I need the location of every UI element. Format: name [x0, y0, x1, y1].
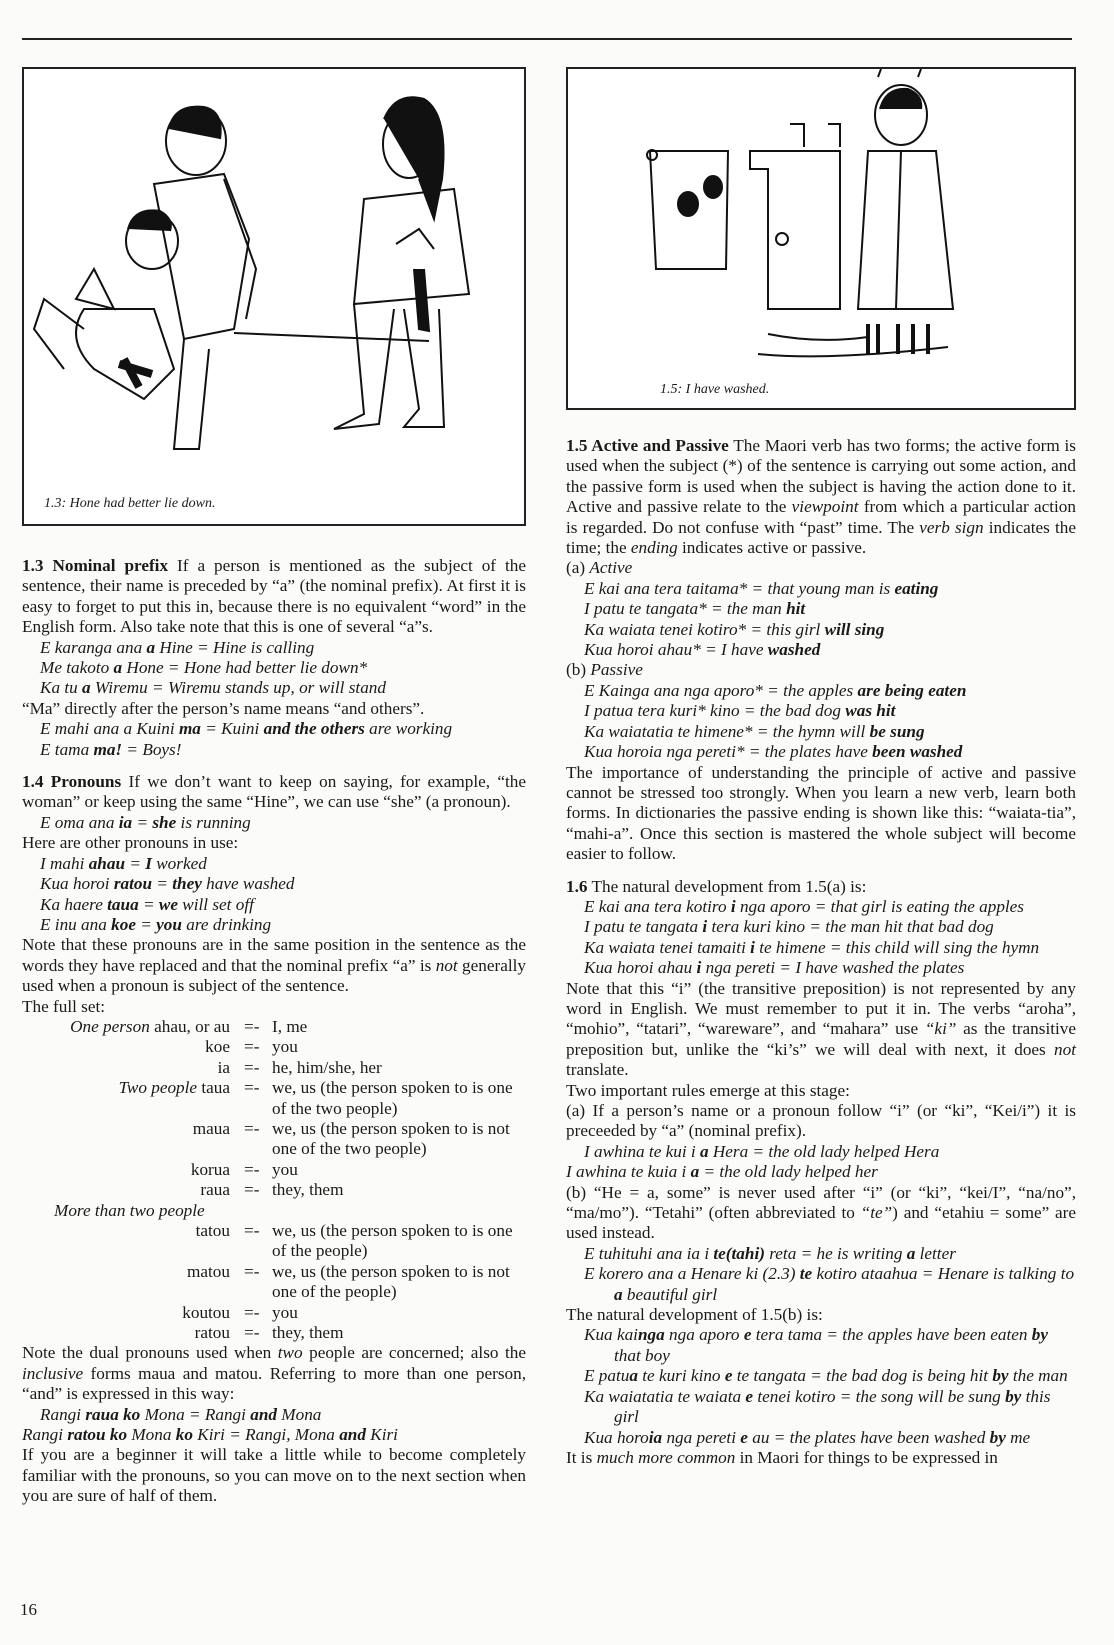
- left-column: [22, 556, 526, 1507]
- pronoun-row: ia =- he, him/she, her: [217, 1057, 382, 1077]
- example-line: I patua tera kuri* kino = the bad dog was hit: [584, 701, 896, 721]
- paragraph: (b) “He = a, some” is never used after “i” (or “ki”, “kei/I”, “na/no”, “ma/mo”). “Tetahi” (often abbreviated to “te”) and “etahiu = some” are used instead.: [566, 1182, 1077, 1243]
- section-1-3-intro: 1.3 Nominal prefix If a person is mentioned as the subject of the sentence, their name is preceded by “a” (the nominal prefix). At first it is easy to forget to put this in, because there is no equivalent “word” in the English form. Also take note that this is one of several “a”s.: [22, 556, 527, 637]
- example-line: Ka tu a Wiremu = Wiremu stands up, or will stand: [40, 678, 386, 698]
- example-line: E inu ana koe = you are drinking: [40, 914, 272, 934]
- figure-1-3: [22, 67, 526, 526]
- right-column: [566, 436, 1076, 1468]
- example-line: E tuhituhi ana ia i te(tahi) reta = he is writing a letter: [584, 1243, 956, 1263]
- example-line: Rangi raua ko Mona = Rangi and Mona: [40, 1404, 322, 1424]
- example-line: E korero ana a Henare ki (2.3) te kotiro ataahua = Henare is talking to a beautiful girl: [584, 1264, 1075, 1304]
- paragraph: Note that this “i” (the transitive preposition) is not represented by any word in English. We must remember to put it in. The verbs “aroha”, “mohio”, “tatari”, “wareware”, and “mahara” use “ki” as the transitive preposition but, unlike the “ki’s” we will deal with next, it does not translate.: [566, 978, 1076, 1080]
- example-line: E patua te kuri kino e te tangata = the bad dog is being hit by the man: [584, 1366, 1068, 1386]
- example-line: Kua horoi ahau i nga pereti = I have washed the plates: [584, 958, 965, 978]
- paragraph: (a) If a person’s name or a pronoun follow “i” (or “ki”, “Kei/i”) it is preceeded by “a” (nominal prefix).: [566, 1101, 1076, 1141]
- example-line: Me takoto a Hone = Hone had better lie down*: [40, 658, 368, 678]
- example-line: Kua kainga nga aporo e tera tama = the apples have been eaten by that boy: [584, 1325, 1048, 1365]
- section-heading: 1.6: [566, 876, 588, 896]
- example-line: I awhina te kuia i a = the old lady helped her: [566, 1162, 878, 1182]
- figure-caption: 1.3: Hone had better lie down.: [44, 496, 216, 511]
- paragraph: The importance of understanding the principle of active and passive cannot be stressed too strongly. When you learn a new verb, learn both forms. In dictionaries the passive ending is shown like this: “waiata-tia”, “mahi-a”. Once this section is mastered the whole subject will become easier to follow.: [566, 762, 1076, 864]
- section-1-5-intro: 1.5 Active and Passive The Maori verb has two forms; the active form is used when the subject (*) of the sentence is carrying out some action, and the passive form is used when the subject is having the action done to it. Active and passive relate to the viewpoint from which a particular action is regarded. Do not confuse with “past” time. The verb sign indicates the time; the ending indicates active or passive.: [566, 436, 1076, 558]
- example-line: Kua horoi ahau* = I have washed: [584, 640, 821, 660]
- example-line: Ka haere taua = we will set off: [40, 894, 254, 914]
- example-line: I patu te tangata* = the man hit: [584, 599, 806, 619]
- pronoun-row: tatou =- we, us (the person spoken to is one of the people): [195, 1221, 513, 1261]
- subheading-passive: (b) Passive: [566, 660, 643, 680]
- paragraph: If you are a beginner it will take a little while to become completely familiar with the pronouns, so you can move on to the next section when you are sure of half of them.: [22, 1445, 526, 1506]
- page-number: 16: [20, 1600, 37, 1619]
- example-line: E tama ma! = Boys!: [40, 739, 182, 759]
- example-line: E mahi ana a Kuini ma = Kuini and the others are working: [40, 719, 453, 739]
- paragraph: The natural development of 1.5(b) is:: [566, 1305, 823, 1325]
- pronoun-row: Two people taua =- we, us (the person spoken to is one of the two people): [118, 1078, 513, 1118]
- example-line: E kai ana tera taitama* = that young man is eating: [584, 578, 939, 598]
- paragraph: It is much more common in Maori for things to be expressed in: [566, 1447, 998, 1467]
- example-line: Ka waiatatia te himene* = the hymn will be sung: [584, 721, 925, 741]
- example-line: E oma ana ia = she is running: [40, 812, 251, 832]
- figure-caption: 1.5: I have washed.: [660, 382, 770, 397]
- example-line: Kua horoia nga pereti* = the plates have been washed: [584, 742, 963, 762]
- example-line: Rangi ratou ko Mona ko Kiri = Rangi, Mona and Kiri: [22, 1425, 398, 1445]
- pronoun-row: koe =- you: [205, 1037, 298, 1057]
- example-line: E karanga ana a Hine = Hine is calling: [40, 637, 315, 657]
- example-line: I patu te tangata i tera kuri kino = the man hit that bad dog: [584, 917, 994, 937]
- pronoun-row: ratou =- they, them: [194, 1323, 344, 1343]
- pronoun-row: koutou =- you: [182, 1302, 298, 1322]
- section-heading: 1.4 Pronouns: [22, 772, 122, 792]
- paragraph: Two important rules emerge at this stage:: [566, 1080, 850, 1100]
- pronoun-row: matou =- we, us (the person spoken to is not one of the people): [187, 1261, 510, 1302]
- bathroom-illustration: [568, 69, 1074, 408]
- example-line: Ka waiata tenei kotiro* = this girl will sing: [584, 619, 885, 639]
- section-1-4-intro: 1.4 Pronouns If we don’t want to keep on saying, for example, “the woman” or keep using the same “Hine”, we can use “she” (a pronoun).: [22, 772, 526, 812]
- example-line: Kua horoia nga pereti e au = the plates have been washed by me: [584, 1427, 1031, 1447]
- example-line: Ka waiata tenei tamaiti i te himene = this child will sing the hymn: [584, 937, 1040, 957]
- example-line: Ka waiatatia te waiata e tenei kotiro = the song will be sung by this girl: [584, 1386, 1051, 1427]
- section-heading: 1.3 Nominal prefix: [22, 556, 169, 575]
- section-heading: 1.5 Active and Passive: [566, 436, 729, 455]
- example-line: Kua horoi ratou = they have washed: [40, 874, 295, 894]
- pronoun-row: maua =- we, us (the person spoken to is not one of the two people): [192, 1118, 510, 1159]
- paragraph: Here are other pronouns in use:: [22, 833, 239, 853]
- pronoun-group-label: More than two people: [54, 1200, 205, 1220]
- example-line: I mahi ahau = I worked: [40, 853, 207, 873]
- pronoun-row: korua =- you: [190, 1159, 298, 1179]
- paragraph: Note that these pronouns are in the same position in the sentence as the words they have replaced and that the nominal prefix “a” is not generally used when a pronoun is subject of the sentence.: [22, 935, 526, 996]
- paragraph: Note the dual pronouns used when two people are concerned; also the inclusive forms maua and matou. Referring to more than one person, “and” is expressed in this way:: [22, 1343, 526, 1404]
- example-line: I awhina te kui i a Hera = the old lady helped Hera: [584, 1141, 940, 1161]
- top-rule: [22, 38, 1072, 40]
- pronoun-row: One person ahau, or au =- I, me: [70, 1016, 308, 1036]
- pronoun-table: [22, 1017, 526, 1344]
- figure-1-5: [566, 67, 1076, 410]
- judo-illustration: [24, 69, 524, 524]
- paragraph: The full set:: [22, 996, 106, 1016]
- example-line: E Kainga ana nga aporo* = the apples are being eaten: [584, 680, 967, 700]
- example-line: E kai ana tera kotiro i nga aporo = that girl is eating the apples: [584, 896, 1024, 916]
- section-1-6-intro: 1.6 The natural development from 1.5(a) is:: [566, 876, 867, 896]
- subheading-active: (a) Active: [566, 558, 633, 578]
- pronoun-row: raua =- they, them: [200, 1180, 344, 1200]
- paragraph: “Ma” directly after the person’s name means “and others”.: [22, 698, 425, 718]
